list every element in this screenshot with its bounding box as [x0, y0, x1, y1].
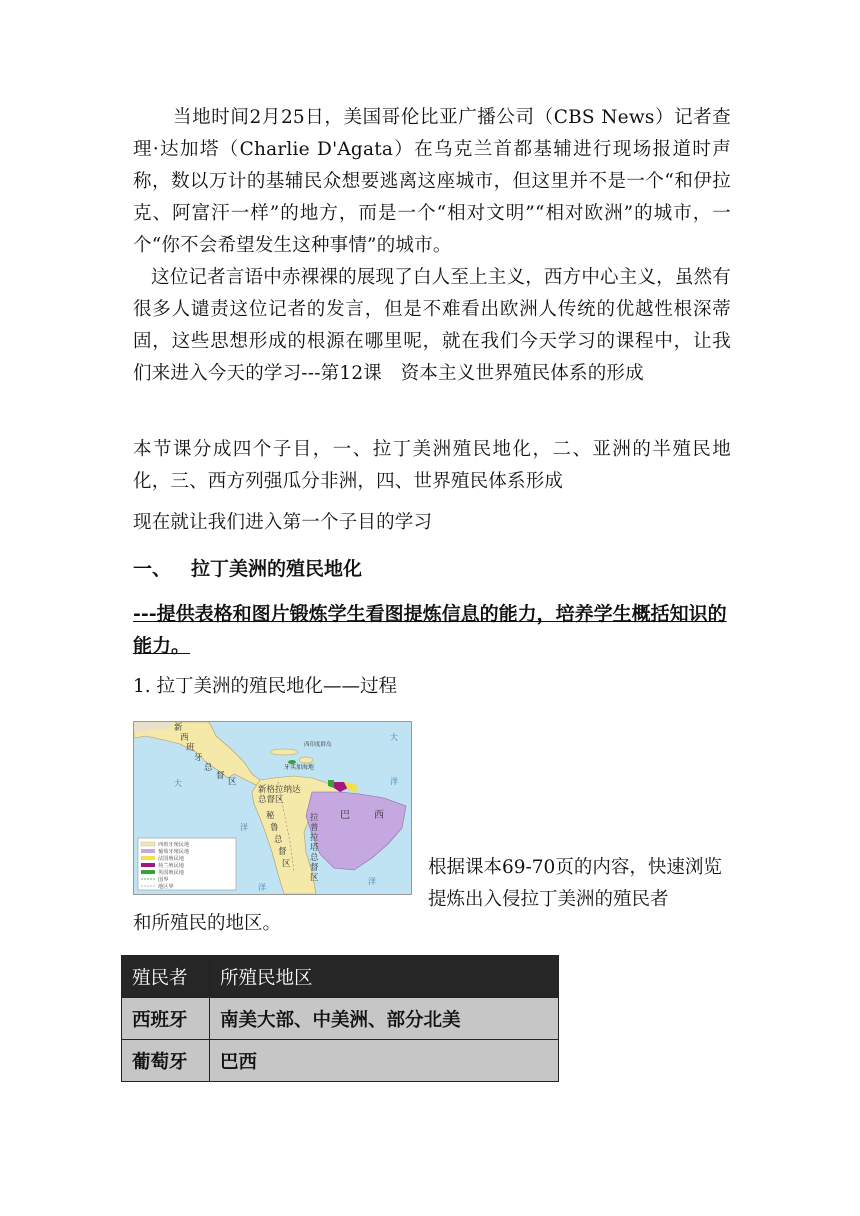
map-label-peru: 秘: [266, 811, 275, 821]
cell-region: 巴西: [210, 1040, 559, 1082]
cell-colonizer: 西班牙: [122, 998, 210, 1040]
legend-swatch-spain: [141, 842, 155, 846]
header-cell-colonizer: 殖民者: [122, 956, 210, 998]
map-label-ocean: 大: [174, 779, 182, 788]
map-label-la-plata: 拉: [310, 813, 319, 823]
map-label-ocean: 洋: [258, 883, 266, 892]
table-header-row: [122, 956, 559, 998]
legend-label: 地区界: [158, 884, 174, 890]
map-label-new-spain: 新: [174, 723, 183, 733]
map-label-brazil: 西: [374, 810, 384, 821]
legend-label: 法国殖民地: [158, 856, 184, 862]
map-label-ocean: 大: [390, 733, 398, 742]
map-label-peru: 总: [274, 835, 283, 845]
map-label-new-spain: 西: [180, 733, 189, 743]
section-heading: [133, 554, 362, 581]
map-label-ocean: 洋: [390, 777, 398, 786]
legend-label: 英国殖民地: [158, 870, 184, 876]
cell-colonizer: 葡萄牙: [122, 1040, 210, 1082]
map-label-la-plata: 督: [310, 863, 319, 873]
map-label-new-spain: 总: [204, 763, 213, 773]
transition-paragraph: 现在就让我们进入第一个子目的学习: [133, 512, 433, 533]
map-caption: 根据课本69-70页的内容，快速浏览提炼出入侵拉丁美洲的殖民者: [428, 857, 722, 910]
teaching-goal: ---提供表格和图片锻炼学生看图提炼信息的能力，培养学生概括知识的能力。: [133, 603, 727, 657]
legend-label: 国界: [158, 877, 169, 883]
map-label-new-spain: 牙: [194, 753, 203, 763]
map-label-west-indies: 西印度群岛: [304, 742, 332, 748]
context-paragraph: 这位记者言语中赤裸裸的展现了白人至上主义，西方中心主义，虽然有很多人谴责这位记者的发言，但是不难看出欧洲人传统的优越性根深蒂固，这些思想形成的根源在哪里呢，就在我们今天学习的课程中，让我们来进入今天的学习---第12课 资本主义世界殖民体系的形成: [133, 267, 731, 384]
map-caption-continued: 和所殖民的地区。: [133, 913, 282, 934]
map-label-brazil: 巴: [340, 810, 350, 821]
legend-label: 西班牙殖民地: [158, 842, 190, 848]
map-label-peru: 区: [282, 859, 291, 869]
legend-swatch-portugal: [141, 849, 155, 853]
map-label-la-plata: 塔: [310, 843, 319, 853]
map-label-new-spain: 班: [186, 743, 195, 753]
map-label-ocean: 洋: [368, 877, 376, 886]
map-label-new-granada: 新格拉纳达: [258, 785, 301, 795]
outline-paragraph: 本节课分成四个子目，一、拉丁美洲殖民地化，二、亚洲的半殖民地化，三、西方列强瓜分非洲，四、世界殖民体系形成: [133, 439, 731, 492]
map-label-ocean: 洋: [240, 823, 248, 832]
legend-label: 荷兰殖民地: [158, 863, 184, 869]
map-label-new-granada: 总督区: [258, 795, 284, 805]
subheading: 1. 拉丁美洲的殖民地化——过程: [133, 676, 398, 697]
map-label-la-plata: 普: [310, 823, 319, 833]
legend-swatch-britain: [141, 870, 155, 874]
legend-label: 葡萄牙殖民地: [158, 849, 190, 855]
map-label-peru: 鲁: [270, 823, 279, 833]
header-cell-region: 所殖民地区: [210, 956, 559, 998]
map-label-la-plata: 区: [310, 873, 319, 883]
cell-region: 南美大部、中美洲、部分北美: [210, 998, 559, 1040]
map-label-la-plata: 拉: [310, 833, 319, 843]
section-number: 一、: [133, 558, 172, 580]
table-row: [122, 1040, 559, 1082]
map-hispaniola: [299, 757, 313, 763]
map-label-peru: 督: [278, 847, 287, 857]
colonizer-table: [121, 955, 559, 1082]
map-label-la-plata: 总: [310, 853, 319, 863]
map-label-new-spain: 督: [216, 771, 225, 781]
map-label-new-spain: 区: [228, 777, 237, 787]
colonial-map: [133, 721, 412, 895]
map-svg: [134, 722, 411, 894]
map-cuba: [270, 749, 298, 755]
intro-paragraph: 当地时间2月25日，美国哥伦比亚广播公司（CBS News）记者查理·达加塔（Charlie D'Agata）在乌克兰首都基辅进行现场报道时声称，数以万计的基辅民众想要逃离这座城市，但这里并不是一个“和伊拉克、阿富汗一样”的地方，而是一个“相对文明”“相对欧洲”的城市，一个“你不会希望发生这种事情”的城市。: [133, 107, 731, 256]
legend-swatch-france: [141, 856, 155, 860]
map-label-caribbean: 牙买加海地: [284, 764, 315, 771]
table-row: [122, 998, 559, 1040]
section-title: 拉丁美洲的殖民地化: [191, 558, 363, 580]
legend-swatch-netherlands: [141, 863, 155, 867]
